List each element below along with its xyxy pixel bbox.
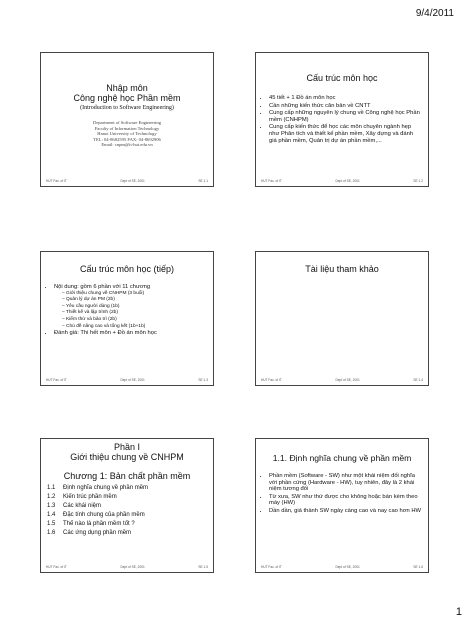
slide-3 xyxy=(40,251,214,386)
bullet-list xyxy=(256,473,428,515)
info-line: Department of Software Engineering xyxy=(93,120,161,125)
footer-left: HUT Fac. of IT xyxy=(46,378,67,382)
bullet-text: Nội dung: gồm 6 phần với 11 chương xyxy=(54,284,151,290)
slide-subtitle: (Introduction to Software Engineering) xyxy=(80,105,174,111)
section-title: Thế nào là phần mềm tốt ? xyxy=(63,521,135,527)
slide-title-line1: Nhập môn xyxy=(106,83,148,93)
sub-item: – Thiết kế và lập trình (2b) xyxy=(62,310,213,316)
footer-mid: Dept of SE, 2001 xyxy=(120,179,145,183)
footer-mid: Dept of SE, 2001 xyxy=(335,179,360,183)
slide-footer xyxy=(261,565,423,569)
bullet-list xyxy=(41,284,213,337)
slide-footer xyxy=(46,378,208,382)
section-number: 1.2 xyxy=(47,494,56,500)
info-line: Email: cnpm@it-hut.edu.vn xyxy=(101,142,153,148)
footer-left: HUT Fac. of IT xyxy=(261,565,282,569)
footer-left: HUT Fac. of IT xyxy=(261,378,282,382)
print-date: 9/4/2011 xyxy=(415,8,454,19)
footer-left: HUT Fac. of IT xyxy=(261,179,282,183)
bullet-item: • 45 tiết + 1 Đồ án môn học xyxy=(269,95,422,102)
section-item xyxy=(47,502,213,511)
section-title: Kiến trúc phần mềm xyxy=(63,494,117,500)
slide-footer xyxy=(261,179,423,183)
footer-left: HUT Fac. of IT xyxy=(46,179,67,183)
sub-item: – Yêu cầu người dùng (1b) xyxy=(62,304,213,310)
slide-5 xyxy=(40,438,214,573)
section-number: 1.1 xyxy=(47,485,56,491)
footer-mid: Dept of SE, 2001 xyxy=(335,565,360,569)
bullet-item: • Cung cấp những nguyên lý chung về Công nghệ học Phần mềm (CNHPM) xyxy=(269,110,422,123)
footer-mid: Dept of SE, 2001 xyxy=(120,565,145,569)
sub-item: – Chủ đề nâng cao và tổng kết (1b+1b) xyxy=(62,324,213,330)
section-number: 1.6 xyxy=(47,530,56,536)
page-number: 1 xyxy=(455,606,462,618)
section-title: Định nghĩa chung về phần mềm xyxy=(63,485,149,491)
footer-mid: Dept of SE, 2001 xyxy=(120,378,145,382)
info-line: Hanoi University of Technology xyxy=(97,131,157,137)
footer-right: SE 1.6 xyxy=(413,565,423,569)
bullet-item: • Đánh giá: Thi hết môn + Đồ án môn học xyxy=(54,330,213,337)
part-title: Giới thiệu chung về CNHPM xyxy=(70,452,184,462)
part-label: Phần I xyxy=(113,442,141,452)
slide-footer xyxy=(46,565,208,569)
chapter-section-list xyxy=(41,484,213,538)
slide-footer xyxy=(261,378,423,382)
bullet-item: • Cần những kiến thức căn bản về CNTT xyxy=(269,103,422,110)
bullet-item: • Dần dần, giá thành SW ngày càng cao và nay cao hơn HW xyxy=(269,508,422,515)
section-title: Các ứng dụng phần mềm xyxy=(63,530,132,536)
bullet-item: • Từ xưa, SW như thứ được cho không hoặc bán kèm theo máy (HW) xyxy=(269,494,422,507)
chapter-title: Chương 1: Bản chất phần mềm xyxy=(63,471,191,481)
slide-title: 1.1. Định nghĩa chung về phần mềm xyxy=(272,453,412,463)
bullet-list xyxy=(256,95,428,144)
bullet-item xyxy=(54,284,213,329)
section-item xyxy=(47,484,213,493)
section-item xyxy=(47,493,213,502)
slide-footer xyxy=(46,179,208,183)
section-title: Đặc tính chung của phần mềm xyxy=(63,512,145,518)
department-info xyxy=(41,120,213,148)
section-number: 1.5 xyxy=(47,521,56,527)
bullet-item: • Phần mềm (Software - SW) như một khái niệm đối nghĩa với phần cứng (Hardware - HW), tuy nhiên, đây là 2 khái niệm tương đối xyxy=(269,473,422,493)
section-number: 1.4 xyxy=(47,512,56,518)
section-item xyxy=(47,529,213,538)
bullet-item: • Cung cấp kiến thức để học các môn chuyên ngành hẹp như Phân tích và thiết kế phần mềm, Xây dựng và đánh giá phần mềm, Quản trị dự án phần mềm,... xyxy=(269,124,422,144)
footer-right: SE 1.1 xyxy=(198,179,208,183)
footer-right: SE 1.5 xyxy=(198,565,208,569)
footer-left: HUT Fac. of IT xyxy=(46,565,67,569)
slide-title-line2: Công nghệ học Phần mềm xyxy=(73,93,181,103)
footer-mid: Dept of SE, 2001 xyxy=(335,378,360,382)
section-item xyxy=(47,520,213,529)
slide-1 xyxy=(40,52,214,187)
slide-6 xyxy=(255,438,429,573)
slide-4 xyxy=(255,251,429,386)
sub-list xyxy=(54,291,213,330)
footer-right: SE 1.4 xyxy=(413,378,423,382)
slide-title: Tài liệu tham khảo xyxy=(305,264,379,274)
section-number: 1.3 xyxy=(47,503,56,509)
slide-title: Cấu trúc môn học (tiếp) xyxy=(79,264,175,274)
sub-item: – Quản lý dự án PM (2b) xyxy=(62,297,213,303)
info-line: TEL: 04-8682595 FAX: 04-8692906 xyxy=(93,136,161,142)
slide-title: Cấu trúc môn học xyxy=(306,73,378,83)
sub-item: – Giới thiệu chung về CNHPM (3 buổi) xyxy=(62,291,213,297)
info-line: Faculty of Information Technology xyxy=(94,125,160,131)
sub-item: – Kiểm thử và bảo trì (2b) xyxy=(62,317,213,323)
slide-2 xyxy=(255,52,429,187)
section-title: Các khái niệm xyxy=(63,503,102,509)
footer-right: SE 1.3 xyxy=(198,378,208,382)
section-item xyxy=(47,511,213,520)
footer-right: SE 1.2 xyxy=(413,179,423,183)
